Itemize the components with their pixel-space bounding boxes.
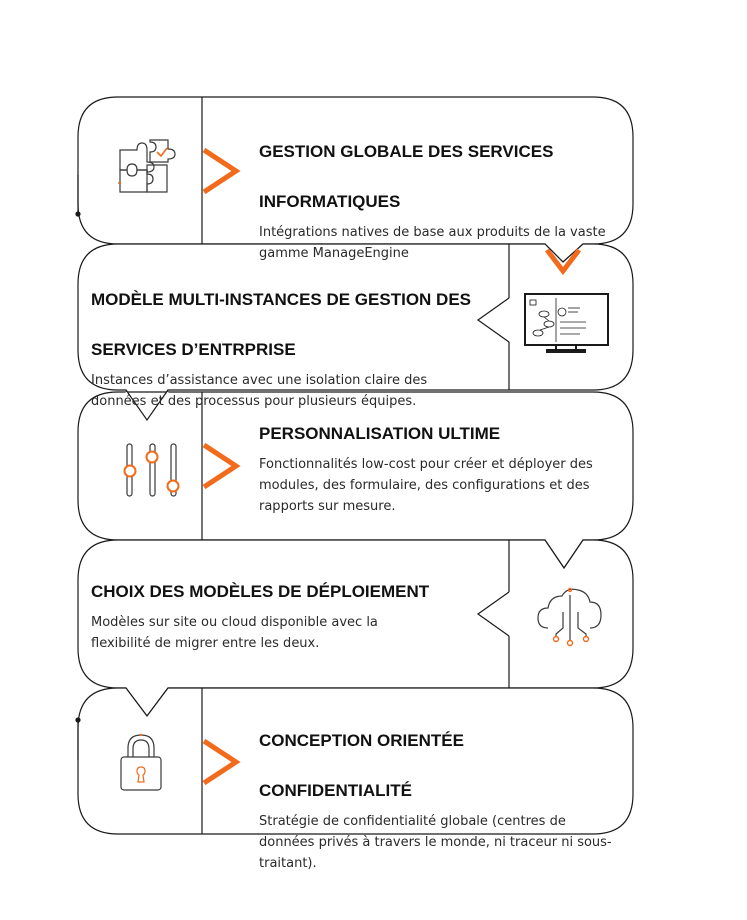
card-4-text	[91, 579, 481, 654]
card-5-description: Stratégie de confidentialité globale (centres de données privés à travers le monde, ni traceur ni sous-traitant).	[259, 814, 612, 871]
card-4-title: CHOIX DES MODÈLES DE DÉPLOIEMENT	[91, 582, 430, 601]
card-3-description: Fonctionnalités low-cost pour créer et déployer des modules, des formulaire, des configurations et des rapports sur mesure.	[259, 457, 593, 514]
card-1-title-line1: GESTION GLOBALE DES SERVICES	[259, 142, 554, 161]
card-5-title-line1: CONCEPTION ORIENTÉE	[259, 731, 464, 750]
card-1-description: Intégrations natives de base aux produits de la vaste gamme ManageEngine	[259, 225, 606, 261]
card-4-description: Modèles sur site ou cloud disponible avec la flexibilité de migrer entre les deux.	[91, 615, 378, 651]
card-5-text	[259, 703, 619, 874]
card-2-title-line2: SERVICES D’ENTRPRISE	[91, 340, 296, 359]
card-1-dot	[76, 212, 80, 216]
card-2-description: Instances d’assistance avec une isolation claire des données et des processus pour plusieurs équipes.	[91, 373, 428, 409]
monitor-dashboard-icon	[525, 294, 608, 353]
card-5-dot	[76, 718, 80, 722]
card-2-title	[91, 262, 501, 362]
card-1-title-line2: INFORMATIQUES	[259, 192, 401, 211]
card-5-title	[259, 703, 619, 803]
card-5-title-line2: CONFIDENTIALITÉ	[259, 781, 412, 800]
card-1-title	[259, 114, 619, 214]
card-2-title-line1: MODÈLE MULTI-INSTANCES DE GESTION DES	[91, 290, 471, 309]
card-3-text	[259, 421, 619, 517]
card-1-text	[259, 114, 619, 264]
card-3-title: PERSONNALISATION ULTIME	[259, 424, 501, 443]
card-2-text	[91, 262, 501, 412]
